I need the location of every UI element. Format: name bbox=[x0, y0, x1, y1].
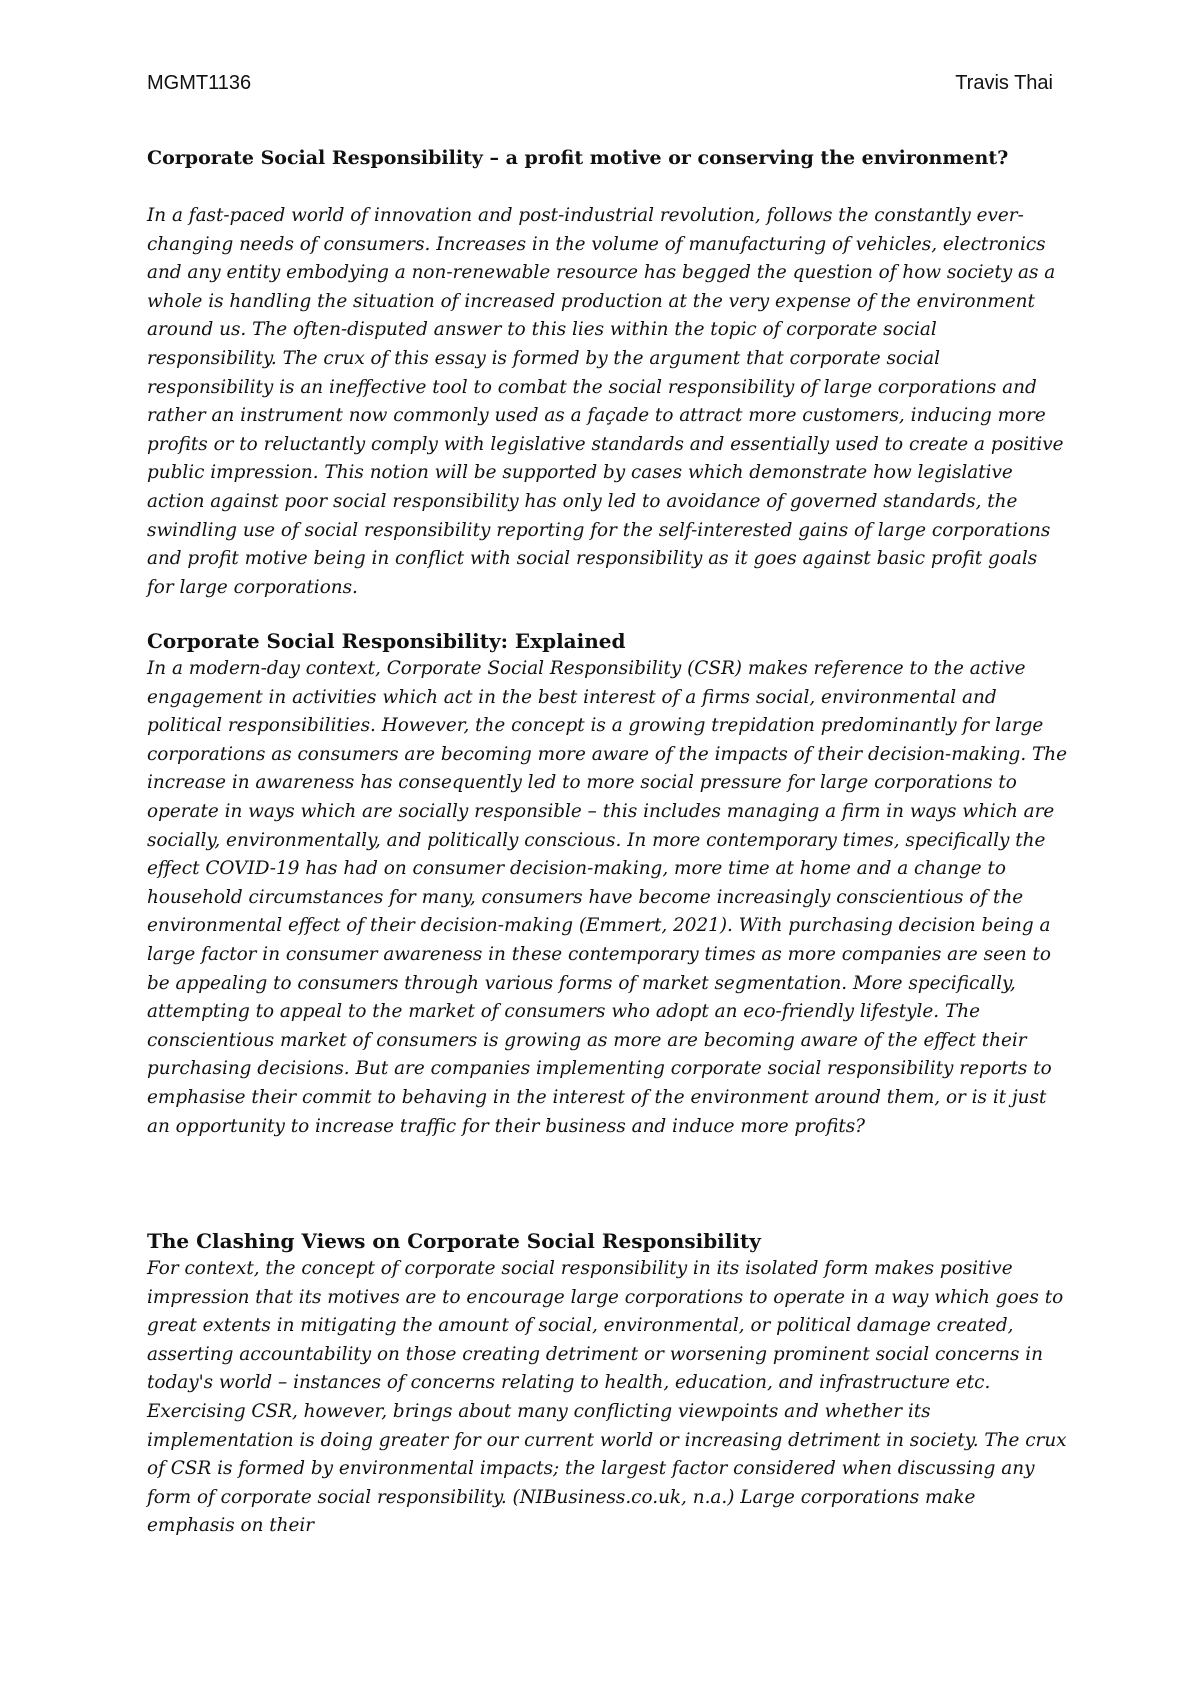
author-name: Travis Thai bbox=[955, 72, 1053, 94]
section-explained bbox=[147, 627, 1067, 1141]
intro-section bbox=[147, 202, 1067, 602]
section-paragraph: In a modern-day context, Corporate Social Responsibility (CSR) makes reference to the active engagement in activities which act in the best interest of a firms social, environmental and political responsibilities. However, the concept is a growing trepidation predominantly for large corporations as consumers are becoming more aware of the impacts of their decision-making. The increase in awareness has consequently led to more social pressure for large corporations to operate in ways which are socially responsible – this includes managing a firm in ways which are socially, environmentally, and politically conscious. In more contemporary times, specifically the effect COVID-19 has had on consumer decision-making, more time at home and a change to household circumstances for many, consumers have become increasingly conscientious of the environmental effect of their decision-making (Emmert, 2021). With purchasing decision being a large factor in consumer awareness in these contemporary times as more companies are seen to be appealing to consumers through various forms of market segmentation. More specifically, attempting to appeal to the market of consumers who adopt an eco-friendly lifestyle. The conscientious market of consumers is growing as more are becoming aware of the effect their purchasing decisions. But are companies implementing corporate social responsibility reports to emphasise their commit to behaving in the interest of the environment around them, or is it just an opportunity to increase traffic for their business and induce more profits? bbox=[147, 658, 1067, 1137]
section-clashing-views bbox=[147, 1227, 1067, 1541]
course-code: MGMT1136 bbox=[147, 72, 252, 94]
section-paragraph: For context, the concept of corporate social responsibility in its isolated form makes positive impression that its motives are to encourage large corporations to operate in a way which goes to great extents in mitigating the amount of social, environmental, or political damage created, asserting accountability on those creating detriment or worsening prominent social concerns in today's world – instances of concerns relating to health, education, and infrastructure etc. Exercising CSR, however, brings about many conflicting viewpoints and whether its implementation is doing greater for our current world or increasing detriment in society. The crux of CSR is formed by environmental impacts; the largest factor considered when discussing any form of corporate social responsibility. (NIBusiness.co.uk, n.a.) Large corporations make emphasis on their bbox=[147, 1258, 1067, 1537]
section-heading: The Clashing Views on Corporate Social Responsibility bbox=[147, 1229, 761, 1253]
intro-paragraph: In a fast-paced world of innovation and post-industrial revolution, follows the constantly ever-changing needs of consumers. Increases in the volume of manufacturing of vehicles, electronics and any entity embodying a non-renewable resource has begged the question of how society as a whole is handling the situation of increased production at the very expense of the environment around us. The often-disputed answer to this lies within the topic of corporate social responsibility. The crux of this essay is formed by the argument that corporate social responsibility is an ineffective tool to combat the social responsibility of large corporations and rather an instrument now commonly used as a façade to attract more customers, inducing more profits or to reluctantly comply with legislative standards and essentially used to create a positive public impression. This notion will be supported by cases which demonstrate how legislative action against poor social responsibility has only led to avoidance of governed standards, the swindling use of social responsibility reporting for the self-interested gains of large corporations and profit motive being in conflict with social responsibility as it goes against basic profit goals for large corporations. bbox=[147, 205, 1064, 598]
page-header bbox=[147, 72, 1053, 100]
essay-title: Corporate Social Responsibility – a profit motive or conserving the environment? bbox=[147, 147, 1009, 169]
section-heading: Corporate Social Responsibility: Explained bbox=[147, 629, 626, 653]
